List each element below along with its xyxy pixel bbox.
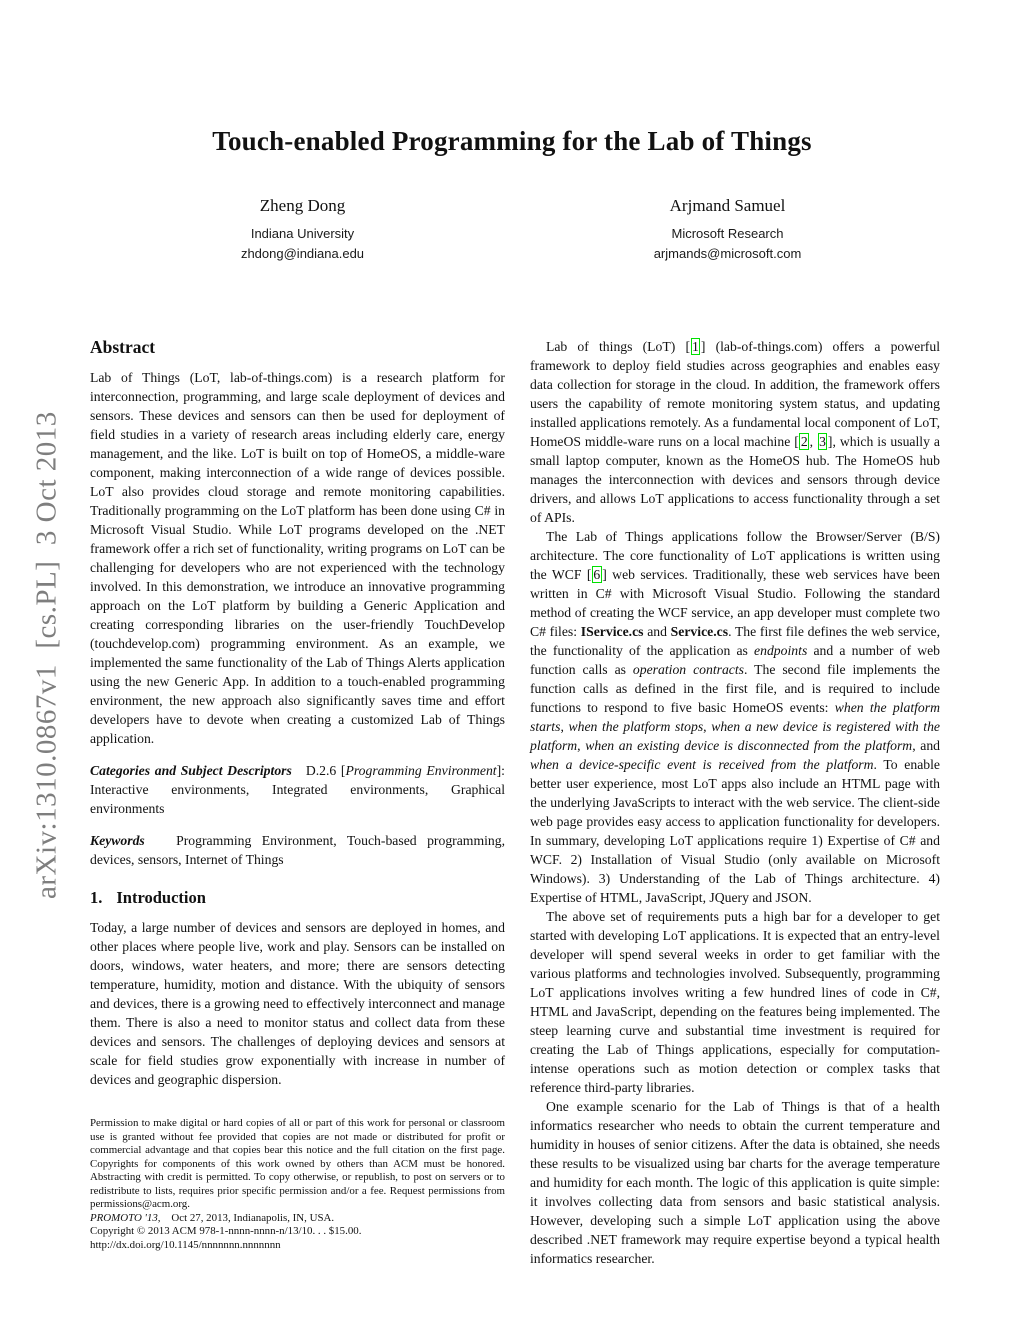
text-segment: IService.cs — [580, 624, 644, 639]
text-segment: , — [577, 738, 586, 753]
text-segment: Programming Environment, Touch-based programming, devices, sensors, Internet of Things — [90, 833, 505, 867]
text-segment: D.2.6 [ — [291, 763, 346, 778]
text-segment: when a new device is registered with the platform — [530, 719, 941, 753]
text-segment: , and — [912, 738, 941, 753]
text-segment: Oct 27, 2013, Indianapolis, IN, USA. — [160, 1211, 335, 1224]
categories-paragraph — [90, 761, 505, 818]
text-segment: endpoints — [754, 643, 808, 658]
author-2-name: Arjmand Samuel — [669, 196, 786, 215]
text-segment: Programming Environment — [345, 763, 497, 778]
doi-link[interactable]: http://dx.doi.org/10.1145/nnnnnnn.nnnnnnn — [90, 1238, 281, 1251]
text-segment: when the platform stops — [568, 719, 704, 734]
text-segment: and — [643, 624, 671, 639]
text-segment: Categories and Subject Descriptors — [90, 763, 292, 778]
permission-text: Permission to make digital or hard copies of all or part of this work for personal or classroom use is granted without fee provided that copies are not made or distributed for profit or commercial advantage and that copies bear this notice and the full citation on the first page. Copyrights for components of this work owned by others than ACM must be honored. Abstracting with credit is permitted. To copy otherwise, or republish, to post on servers or to redistribute to lists, requires prior specific permission and/or a fee. Request permissions from permissions@acm.org. — [90, 1117, 505, 1210]
text-segment: , — [703, 719, 712, 734]
body-paragraph-3: The above set of requirements puts a high bar for a developer to get started with developing LoT applications. It is expected that an entry-level developer will spend several weeks in order to get familiar with the various platforms and technologies involved. Subsequently, programming LoT applications involves writing a few hundred lines of code in C#, HTML and JavaScript, depending on the features being implemented. The steep learning curve and substantial time investment is required for creating the Lab of Things applications, especially for computation-intense operations such as motion detection or complex tasks that reference third-party libraries. — [530, 909, 940, 1095]
author-1-name: Zheng Dong — [259, 196, 346, 215]
citation-link[interactable]: 2 — [800, 434, 808, 449]
section-1-title: Introduction — [116, 888, 206, 907]
text-segment: and a number of web function calls as — [530, 643, 940, 677]
section-1-number: 1. — [90, 888, 103, 907]
author-1-affiliation: Indiana University — [250, 226, 355, 241]
abstract-paragraph: Lab of Things (LoT, lab-of-things.com) is a research platform for interconnection, programming, and large scale deployment of devices and sensors. These devices and sensors can then be used for deployment of field studies in a variety of research areas including elderly care, energy management, and the like. LoT is built on top of HomeOS, a middle-ware component, making interconnection of a wide range of devices possible. LoT also provides cloud storage and remote monitoring capabilities. Traditionally programming on the LoT platform has been done using C# in Microsoft Visual Studio. While LoT programs developed on the .NET framework offer a rich set of functionality, writing programs on LoT can be challenging for developers who are not experienced with the technology involved. In this demonstration, we introduce an innovative programming approach on the LoT platform by building a Generic Application and creating corresponding libraries on the user-friendly TouchDevelop (touchdevelop.com) programming environment. As an example, we implemented the same functionality of the Lab of Things Alerts application using the new Generic App. In addition to a touch-enabled programming environment, the new approach also significantly saves time and effort developers have to devote when creating a customized Lab of Things application. — [90, 370, 505, 746]
author-1-email: zhdong@indiana.edu — [240, 246, 365, 261]
paper-title: Touch-enabled Programming for the Lab of Things — [212, 126, 812, 156]
keywords-paragraph — [90, 831, 505, 869]
text-segment: ] web services. Traditionally, these web services have been written in C# with Microsoft Visual Studio. Following the standard method of creating the WCF service, an app developer must complete two C# files: — [530, 567, 940, 639]
venue-line — [90, 1212, 505, 1226]
text-segment: . The first file defines the web service, the functionality of the application as — [530, 624, 940, 658]
citation-link[interactable]: 1 — [692, 339, 699, 354]
copyright-line: Copyright © 2013 ACM 978-1-nnnn-nnnn-n/13/10. . . $15.00. — [90, 1225, 362, 1237]
left-column — [90, 337, 505, 1268]
text-segment: . The second file implements the function calls as defined in the first file, and is required to include functions to respond to five basic HomeOS events: — [530, 662, 940, 715]
text-segment: operation contracts — [632, 662, 745, 677]
text-segment: , — [560, 719, 569, 734]
author-2 — [515, 196, 940, 264]
body-paragraph-4: One example scenario for the Lab of Things is that of a health informatics researcher who needs to obtain the current temperature and humidity in houses of senior citizens. After the data is obtained, she needs these results to be visualized using bar charts for the average temperature and humidity for each month. The logic of this application is quite simple: it involves collecting data from sensors and basic statistical analysis. However, developing such a simple LoT application using the above described .NET framework may require expertise beyond a typical health informatics researcher. — [530, 1099, 940, 1266]
author-section — [90, 196, 940, 264]
text-segment: PROMOTO '13, — [90, 1211, 161, 1224]
text-segment: Lab of things (LoT) [ — [546, 339, 691, 354]
two-column-body — [90, 337, 940, 1268]
right-column — [530, 337, 940, 1268]
body-paragraph-2 — [530, 527, 940, 907]
text-segment: , — [809, 434, 818, 449]
body-paragraph-1 — [530, 337, 940, 527]
text-segment: ], which is usually a small laptop computer, known as the HomeOS hub. The HomeOS hub manages the interconnection with devices and sensors through device drivers, and allows LoT applications to access functionality through a set of APIs. — [530, 434, 941, 525]
text-segment: ] (lab-of-things.com) offers a powerful framework to deploy field studies across geographies and enables easy data collection for storage in the cloud. In addition, the framework offers users the capability of remote monitoring system status, and updating installed applications remotely. As a fundamental local component of LoT, HomeOS middle-ware runs on a local machine [ — [530, 339, 940, 449]
abstract-heading: Abstract — [90, 337, 156, 357]
text-segment: when an existing device is disconnected from the platform — [585, 738, 913, 753]
citation-link[interactable]: 6 — [593, 567, 601, 582]
text-segment: when the platform starts — [530, 700, 940, 734]
author-1 — [90, 196, 515, 264]
text-segment: . To enable better user experience, most LoT apps also include an HTML page with the underlying JavaScripts to interact with the web service. The client-side web page provides easy access to application functionality for developers. In summary, developing LoT applications require 1) Expertise of C# and WCF. 2) Installation of Visual Studio (only available on Microsoft Windows). 3) Understanding of the Lab of Things architecture. 4) Expertise of HTML, JavaScript, JQuery and JSON. — [530, 757, 940, 905]
text-segment: The Lab of Things applications follow the Browser/Server (B/S) architecture. The core functionality of LoT applications is written using the WCF [ — [530, 529, 940, 582]
section-1-heading — [90, 888, 505, 908]
citation-link[interactable]: 3 — [819, 434, 826, 449]
text-segment: ]: Interactive environments, Integrated environments, Graphical environments — [90, 763, 505, 816]
text-segment: Keywords — [90, 833, 145, 848]
author-2-affiliation: Microsoft Research — [671, 226, 784, 241]
arxiv-watermark: arXiv:1310.0867v1 [cs.PL] 3 Oct 2013 — [30, 411, 63, 899]
author-2-email: arjmands@microsoft.com — [653, 246, 802, 261]
text-segment: when a device-specific event is received from the platform — [530, 757, 874, 772]
copyright-footnote — [90, 1117, 505, 1252]
intro-paragraph: Today, a large number of devices and sensors are deployed in homes, and other places where people live, work and play. Sensors can be installed on doors, windows, water heaters, and more; there are sensors detecting temperature, humidity, motion and distance. With the ubiquity of sensors and devices, there is a growing need to effectively interconnect and manage them. There is also a need to monitor status and collect data from these devices and sensors. The challenges of deploying devices and sensors at scale for field studies grow exponentially with increase in number of devices and geographic dispersion. — [90, 920, 505, 1087]
text-segment: Service.cs — [670, 624, 729, 639]
